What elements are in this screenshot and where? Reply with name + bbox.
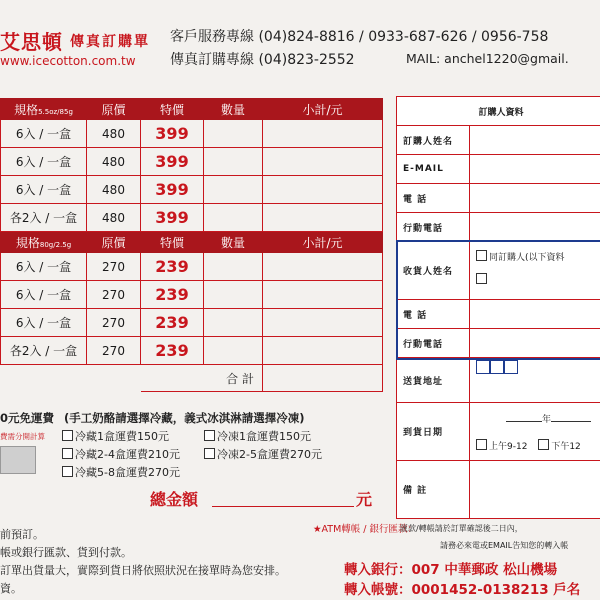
subtotal-cell[interactable] bbox=[263, 120, 383, 148]
website-url: www.icecotton.com.tw bbox=[0, 54, 136, 68]
quantity-cell[interactable] bbox=[204, 176, 263, 204]
subtotal-cell[interactable] bbox=[263, 281, 383, 309]
quantity-cell[interactable] bbox=[204, 309, 263, 337]
buyer-phone-field[interactable] bbox=[470, 184, 600, 213]
checkbox-icon[interactable] bbox=[62, 466, 73, 477]
service-line: 客戶服務專線 (04)824-8816 / 0933-687-626 / 0956-758 bbox=[170, 29, 549, 45]
table-row: 6入 / 一盒 270 239 bbox=[1, 253, 383, 281]
total-unit: 元 bbox=[356, 490, 373, 509]
table-row: 6入 / 一盒 270 239 bbox=[1, 281, 383, 309]
afternoon-checkbox[interactable] bbox=[538, 439, 549, 450]
option-frozen-1[interactable]: 冷凍1盒運費150元 bbox=[204, 428, 311, 444]
account-line: 轉入帳號：0001452-0138213 戶名 bbox=[344, 582, 581, 598]
table-row: 6入 / 一盒 480 399 bbox=[1, 120, 383, 148]
form-subtitle: 傳真訂購單 bbox=[70, 34, 150, 50]
table-row: 各2入 / 一盒 270 239 bbox=[1, 337, 383, 365]
table-row: 6入 / 一盒 480 399 bbox=[1, 176, 383, 204]
note-line: 訂單出貨量大，實際到貨日將依照狀況在接單時為您安排。 bbox=[0, 564, 286, 577]
total-label: 總金額 bbox=[150, 490, 199, 509]
subtotal-cell[interactable] bbox=[263, 176, 383, 204]
quantity-cell[interactable] bbox=[204, 253, 263, 281]
morning-checkbox[interactable] bbox=[476, 439, 487, 450]
bank-line: 轉入銀行：007 中華郵政 松山機場 bbox=[344, 562, 558, 578]
note-line: 前預訂。 bbox=[0, 528, 44, 541]
option-chilled-2[interactable]: 冷藏2-4盒運費210元 bbox=[62, 446, 180, 462]
buyer-mobile-field[interactable] bbox=[470, 213, 600, 242]
checkbox-icon[interactable] bbox=[204, 448, 215, 459]
brand-name: 艾思頓 bbox=[0, 30, 63, 54]
shipping-note: 費需分開計算 bbox=[0, 432, 45, 441]
receiver-highlight bbox=[396, 240, 600, 360]
table-row: 6入 / 一盒 270 239 bbox=[1, 309, 383, 337]
buyer-name-field[interactable] bbox=[470, 126, 600, 155]
delivery-date-field[interactable]: 年 上午9-12 下午12 bbox=[470, 403, 600, 461]
subtotal-cell[interactable] bbox=[263, 309, 383, 337]
subtotal-cell[interactable] bbox=[263, 204, 383, 232]
atm-label: ★ATM轉帳 / 銀行匯款： bbox=[313, 524, 418, 535]
address-field[interactable] bbox=[470, 358, 600, 403]
table-header-1: 規格5.5oz/85g 原價 特價 數量 小計/元 bbox=[1, 99, 383, 120]
free-shipping: 0元免運費 (手工奶酪請選擇冷藏，義式冰淇淋請選擇冷凍) bbox=[0, 411, 305, 425]
note-line: 資。 bbox=[0, 582, 22, 595]
table-row: 各2入 / 一盒 480 399 bbox=[1, 204, 383, 232]
buyer-email-field[interactable] bbox=[470, 155, 600, 184]
checkbox-icon[interactable] bbox=[62, 448, 73, 459]
option-chilled-3[interactable]: 冷藏5-8盒運費270元 bbox=[62, 464, 180, 480]
table-header-2: 規格80g/2.5g 原價 特價 數量 小計/元 bbox=[1, 232, 383, 253]
sum-row bbox=[1, 365, 383, 392]
buyer-title: 訂購人資料 bbox=[397, 97, 600, 126]
fax-line: 傳真訂購專線 (04)823-2552 bbox=[170, 52, 355, 68]
cooler-icon bbox=[0, 446, 36, 474]
email-line: MAIL: anchel1220@gmail. bbox=[406, 51, 569, 66]
checkbox-icon[interactable] bbox=[62, 430, 73, 441]
atm-note: 匯款/轉帳請於訂單確認後二日內， bbox=[400, 524, 523, 533]
sum-label: 合 計 bbox=[141, 365, 263, 392]
checkbox-icon[interactable] bbox=[204, 430, 215, 441]
receiver-name-field[interactable]: 同訂購人(以下資料 bbox=[470, 242, 600, 300]
note-line: 帳或銀行匯款、貨到付款。 bbox=[0, 546, 132, 559]
quantity-cell[interactable] bbox=[204, 148, 263, 176]
total-input-line[interactable] bbox=[212, 506, 354, 507]
remark-field[interactable] bbox=[470, 461, 600, 519]
quantity-cell[interactable] bbox=[204, 120, 263, 148]
quantity-cell[interactable] bbox=[204, 204, 263, 232]
quantity-cell[interactable] bbox=[204, 281, 263, 309]
subtotal-cell[interactable] bbox=[263, 253, 383, 281]
quantity-cell[interactable] bbox=[204, 337, 263, 365]
option-chilled-1[interactable]: 冷藏1盒運費150元 bbox=[62, 428, 169, 444]
sum-cell[interactable] bbox=[263, 365, 383, 392]
subtotal-cell[interactable] bbox=[263, 148, 383, 176]
buyer-info-table: 訂購人資料 訂購人姓名 E-MAIL 電 話 行動電話 收貨人姓名 同訂購人(以下資料 電 話 行動電話 送貨地址 到貨日期 年 上午9-12 下午12 備 註 bbox=[396, 96, 600, 519]
order-table bbox=[0, 98, 383, 392]
atm-note-2: 請務必來電或EMAIL告知您的轉入帳 bbox=[440, 541, 569, 550]
subtotal-cell[interactable] bbox=[263, 337, 383, 365]
table-row: 6入 / 一盒 480 399 bbox=[1, 148, 383, 176]
option-frozen-2[interactable]: 冷凍2-5盒運費270元 bbox=[204, 446, 322, 462]
